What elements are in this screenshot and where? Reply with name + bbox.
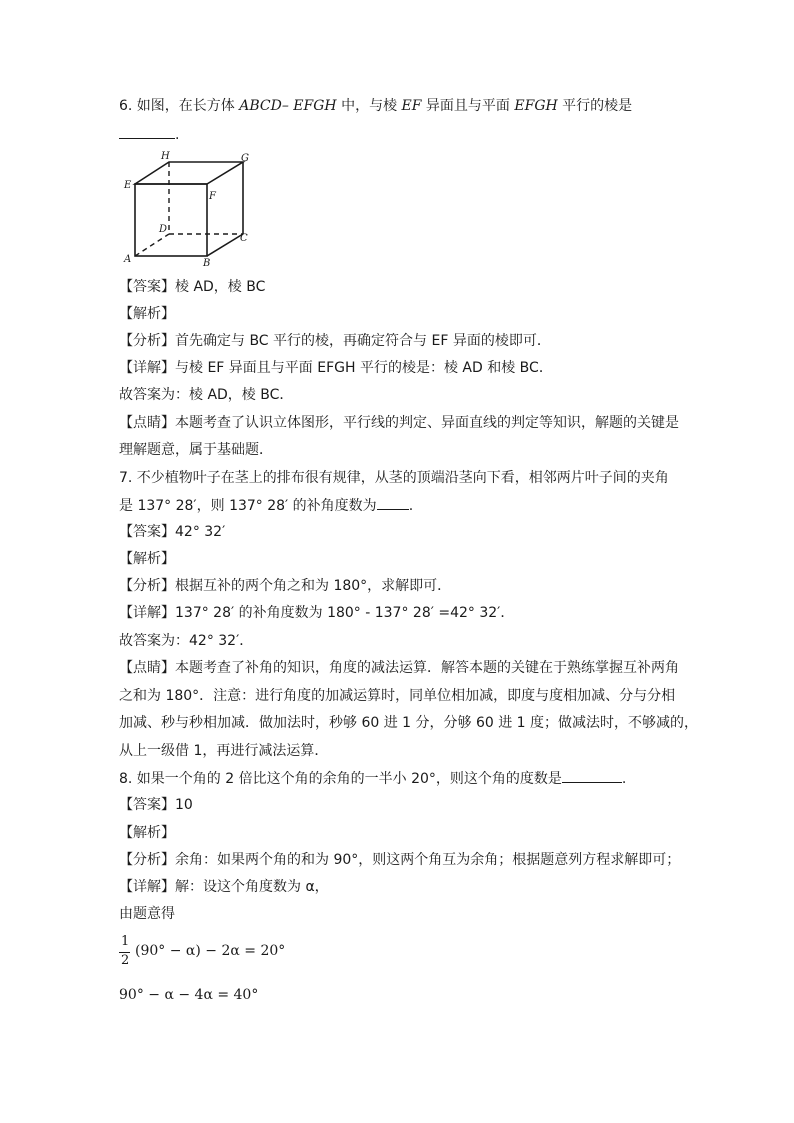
q8-question-line1 (119, 768, 626, 789)
vertex-label-f: F (209, 191, 216, 202)
q8-text: 8. 如果一个角的 2 倍比这个角的余角的一半小 20°，则这个角的度数是 (119, 771, 562, 787)
q7-question-line1: 7. 不少植物叶子在茎上的排布很有规律，从茎的顶端沿茎向下看，相邻两片叶子间的夹角 (119, 470, 669, 486)
q6-math-solid: ABCD– EFGH (239, 98, 337, 114)
vertex-label-a: A (124, 254, 132, 265)
q7-comment-line3: 加减、秒与秒相加减．做加法时，秒够 60 进 1 分，分够 60 进 1 度；做减法时，不够减的， (119, 715, 699, 731)
equation-body: (90° − α) − 2α = 20° (135, 943, 286, 959)
q8-text: . (621, 771, 627, 787)
q6-question-line1 (119, 96, 632, 116)
q8-answer-blank (562, 768, 622, 783)
q7-detail: 【详解】137° 28′ 的补角度数为 180° - 137° 28′ =42° 32′． (119, 605, 515, 621)
q6-comment-line2: 理解题意，属于基础题． (119, 442, 273, 458)
q7-jiexi-heading: 【解析】 (119, 551, 175, 567)
q6-text: 6. 如图，在长方体 (119, 98, 240, 114)
q6-text: 中，与棱 (336, 98, 402, 114)
cuboid-figure (119, 150, 259, 270)
q7-comment-line1: 【点睛】本题考查了补角的知识，角度的减法运算．解答本题的关键在于熟练掌握互补两角 (119, 660, 679, 676)
q6-answer-blank (119, 124, 175, 139)
vertex-label-c: C (240, 233, 248, 244)
vertex-label-g: G (241, 153, 249, 164)
cuboid-edge-bc (207, 234, 243, 256)
q8-equation-2: 90° − α − 4α = 40° (119, 987, 259, 1003)
cuboid-top-face (135, 162, 243, 184)
q7-analysis: 【分析】根据互补的两个角之和为 180°，求解即可． (119, 578, 452, 594)
q6-answer: 【答案】棱 AD，棱 BC (119, 279, 266, 295)
q6-text: . (175, 127, 180, 143)
vertex-label-h: H (161, 151, 170, 162)
q7-comment-line2: 之和为 180°．注意：进行角度的加减运算时，同单位相加减，即度与度相加减、分与分相 (119, 688, 676, 704)
q8-jiexi-heading: 【解析】 (119, 825, 175, 841)
fraction-numerator: 1 (121, 934, 130, 949)
q7-answer: 【答案】42° 32′ (119, 524, 226, 540)
q7-text: . (408, 498, 414, 514)
q6-math-edge: EF (401, 98, 422, 114)
q7-conclusion: 故答案为：42° 32′． (119, 633, 254, 649)
q6-comment-line1: 【点睛】本题考查了认识立体图形，平行线的判定、异面直线的判定等知识，解题的关键是 (119, 415, 679, 431)
q6-detail: 【详解】与棱 EF 异面且与平面 EFGH 平行的棱是：棱 AD 和棱 BC． (119, 360, 553, 376)
q8-detail: 【详解】解：设这个角度数为 α， (119, 879, 329, 895)
q8-answer: 【答案】10 (119, 797, 193, 813)
q6-text: 平行的棱是 (557, 98, 633, 114)
q6-text: 异面且与平面 (421, 98, 515, 114)
q7-comment-line4: 从上一级借 1，再进行减法运算． (119, 743, 329, 759)
vertex-label-e: E (124, 180, 132, 191)
vertex-label-d: D (159, 224, 168, 235)
q6-jiexi-heading: 【解析】 (119, 306, 175, 322)
fraction-denominator: 2 (121, 953, 130, 968)
q6-analysis: 【分析】首先确定与 BC 平行的棱，再确定符合与 EF 异面的棱即可． (119, 333, 551, 349)
q6-math-plane: EFGH (514, 98, 558, 114)
vertex-label-b: B (203, 258, 211, 269)
cuboid-front-face (135, 184, 207, 256)
q7-text: 是 137° 28′，则 137° 28′ 的补角度数为 (119, 498, 377, 514)
cuboid-hidden-edge-ad (135, 234, 169, 256)
q6-question-line2 (119, 124, 179, 145)
q7-question-line2 (119, 495, 413, 516)
q8-given: 由题意得 (119, 906, 175, 922)
q7-answer-blank (377, 495, 409, 510)
q6-conclusion: 故答案为：棱 AD，棱 BC． (119, 387, 294, 403)
q8-analysis: 【分析】余角：如果两个角的和为 90°，则这两个角互为余角；根据题意列方程求解即可； (119, 852, 681, 868)
